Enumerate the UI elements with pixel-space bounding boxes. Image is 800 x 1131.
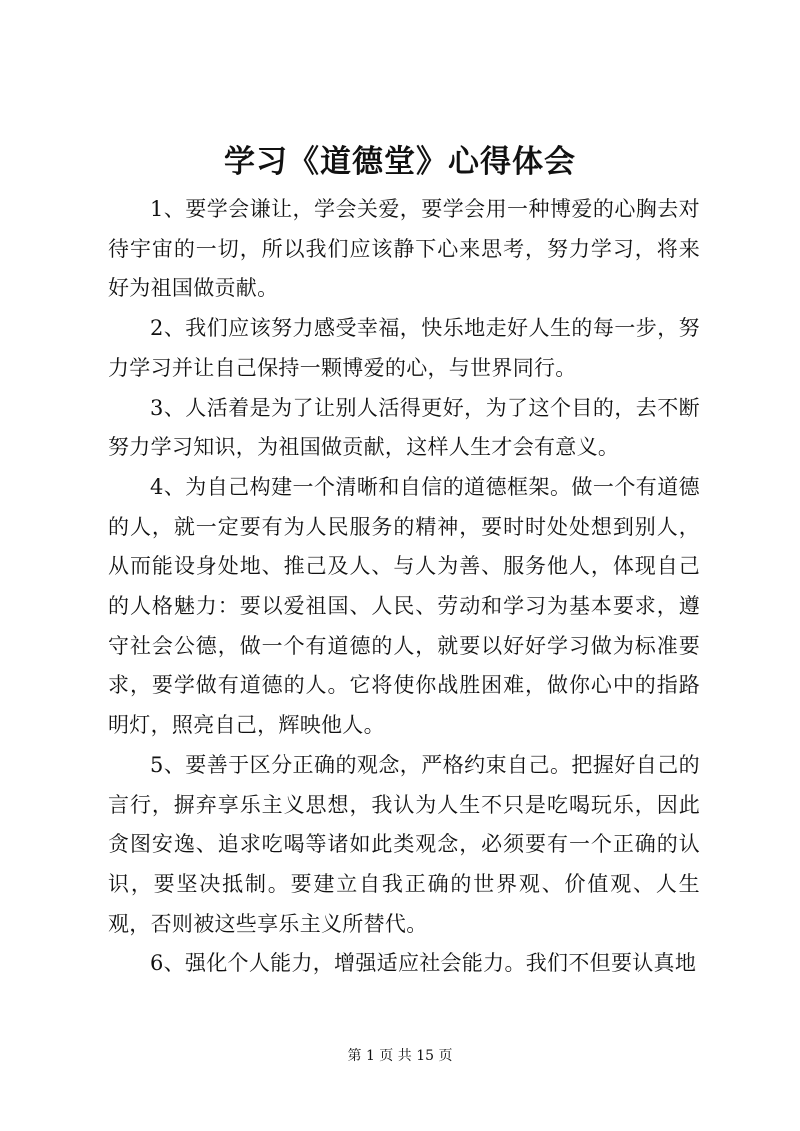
paragraph-1: 1、要学会谦让，学会关爱，要学会用一种博爱的心胸去对待宇宙的一切，所以我们应该静下心来思考，努力学习，将来好为祖国做贡献。 <box>108 197 700 301</box>
paragraph-4: 4、为自己构建一个清晰和自信的道德框架。做一个有道德的人，就一定要有为人民服务的精神，要时时处处想到别人，从而能设身处地、推己及人、与人为善、服务他人，体现自己的人格魅力：要以爱祖国、人民、劳动和学习为基本要求，遵守社会公德，做一个有道德的人，就要以好好学习做为标准要求，要学做有道德的人。它将使你战胜困难，做你心中的指路明灯，照亮自己，辉映他人。 <box>108 474 700 738</box>
paragraph-2: 2、我们应该努力感受幸福，快乐地走好人生的每一步，努力学习并让自己保持一颗博爱的心，与世界同行。 <box>108 316 700 380</box>
paragraph-6: 6、强化个人能力，增强适应社会能力。我们不但要认真地 <box>150 951 697 976</box>
paragraph-5: 5、要善于区分正确的观念，严格约束自己。把握好自己的言行，摒弃享乐主义思想，我认为人生不只是吃喝玩乐，因此贪图安逸、追求吃喝等诸如此类观念，必须要有一个正确的认识，要坚决抵制。要建立自我正确的世界观、价值观、人生观，否则被这些享乐主义所替代。 <box>108 752 700 936</box>
document-body <box>108 190 700 984</box>
paragraph-3: 3、人活着是为了让别人活得更好，为了这个目的，去不断努力学习知识，为祖国做贡献，这样人生才会有意义。 <box>108 395 700 460</box>
page-number-footer: 第 1 页 共 15 页 <box>347 1048 453 1064</box>
document-title: 学习《道德堂》心得体会 <box>224 144 576 180</box>
